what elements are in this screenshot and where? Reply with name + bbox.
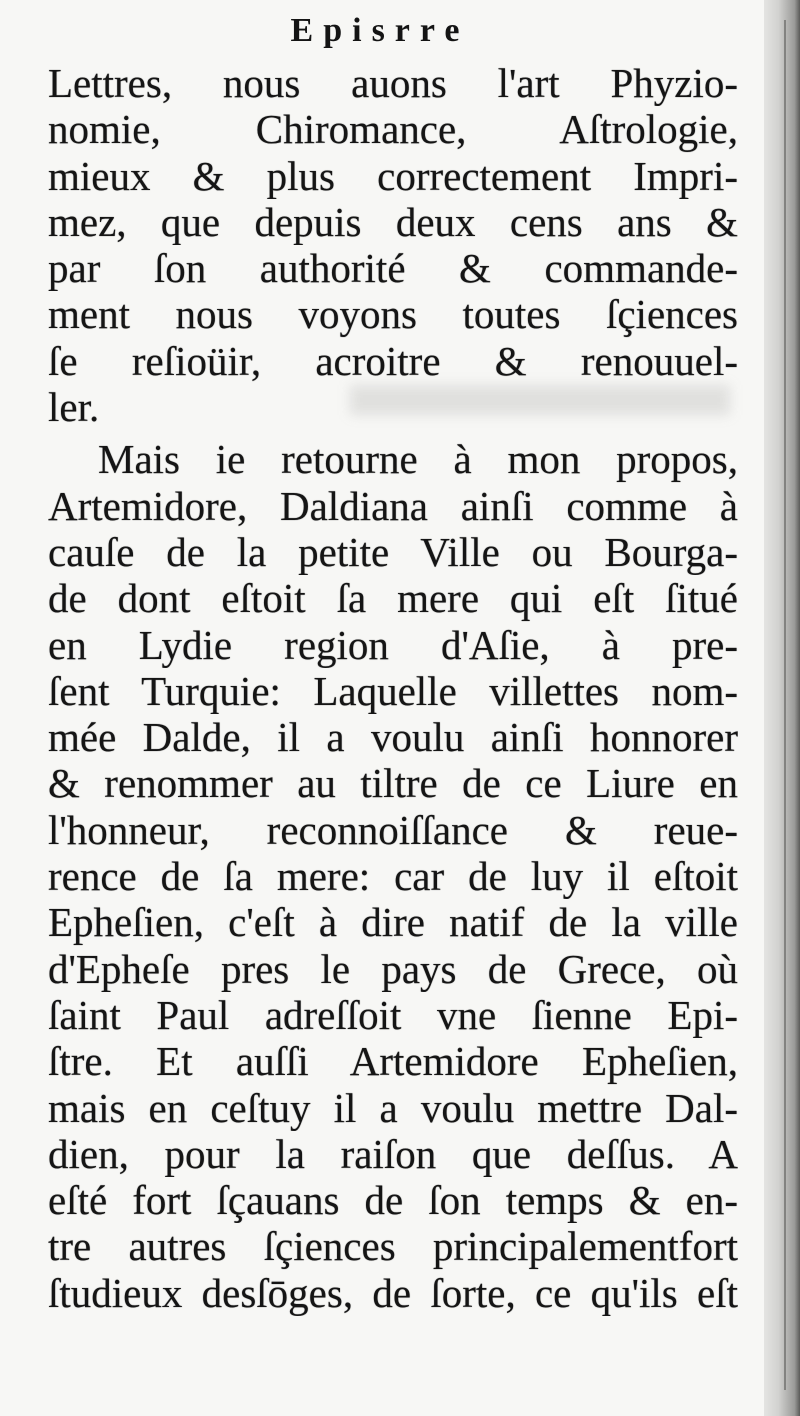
text-line: & renommer au tiltre de ce Liure en (48, 760, 738, 807)
text-line: l'honneur, reconnoiſſance & reue- (48, 806, 738, 853)
text-line: eſté fort ſçauans de ſon temps & en- (48, 1177, 738, 1224)
text-line: cauſe de la petite Ville ou Bourga- (48, 528, 738, 575)
text-line: ment nous voyons toutes ſçiences (48, 291, 738, 338)
text-line: mez, que depuis deux cens ans & (48, 198, 738, 245)
text-line: mée Dalde, il a voulu ainſi honnorer (48, 714, 738, 761)
text-line: ſaint Paul adreſſoit vne ſienne Epi- (48, 991, 738, 1038)
text-line: Epheſien, c'eſt à dire natif de la ville (48, 899, 738, 946)
text-line: Artemidore, Daldiana ainſi comme à (48, 482, 738, 529)
text-line: ſent Turquie: Laquelle villettes nom- (48, 667, 738, 714)
paragraph-1 (48, 60, 738, 430)
text-line: en Lydie region d'Aſie, à pre- (48, 621, 738, 668)
text-line: Lettres, nous auons l'art Phyzio- (48, 60, 738, 106)
text-line: Mais ie retourne à mon propos, (98, 436, 738, 483)
text-line: ſtre. Et auſſi Artemidore Epheſien, (48, 1038, 738, 1085)
text-line: tre autres ſçiences principalementfort (48, 1223, 738, 1270)
text-line: de dont eſtoit ſa mere qui eſt ſitué (48, 575, 738, 622)
text-line: par ſon authorité & commande- (48, 245, 738, 292)
text-line: rence de ſa mere: car de luy il eſtoit (48, 853, 738, 900)
running-head: Episrre (290, 12, 470, 49)
text-line: mieux & plus correctement Impri- (48, 152, 738, 199)
text-line: dien, pour la raiſon que deſſus. A (48, 1130, 738, 1177)
page-edge-shadow (764, 0, 800, 1416)
paragraph-2 (48, 436, 738, 1316)
binding-edge (784, 20, 786, 1390)
text-line: ſtudieux desſōges, de ſorte, ce qu'ils eſt (48, 1269, 738, 1316)
text-line: d'Epheſe pres le pays de Grece, où (48, 945, 738, 992)
text-line: ſe reſioüir, acroitre & renouuel- (48, 337, 738, 384)
text-line: mais en ceſtuy il a voulu mettre Dal- (48, 1084, 738, 1131)
body-text (48, 60, 738, 1316)
text-line: ler. (48, 384, 100, 431)
text-line: nomie, Chiromance, Aſtrologie, (48, 106, 738, 153)
